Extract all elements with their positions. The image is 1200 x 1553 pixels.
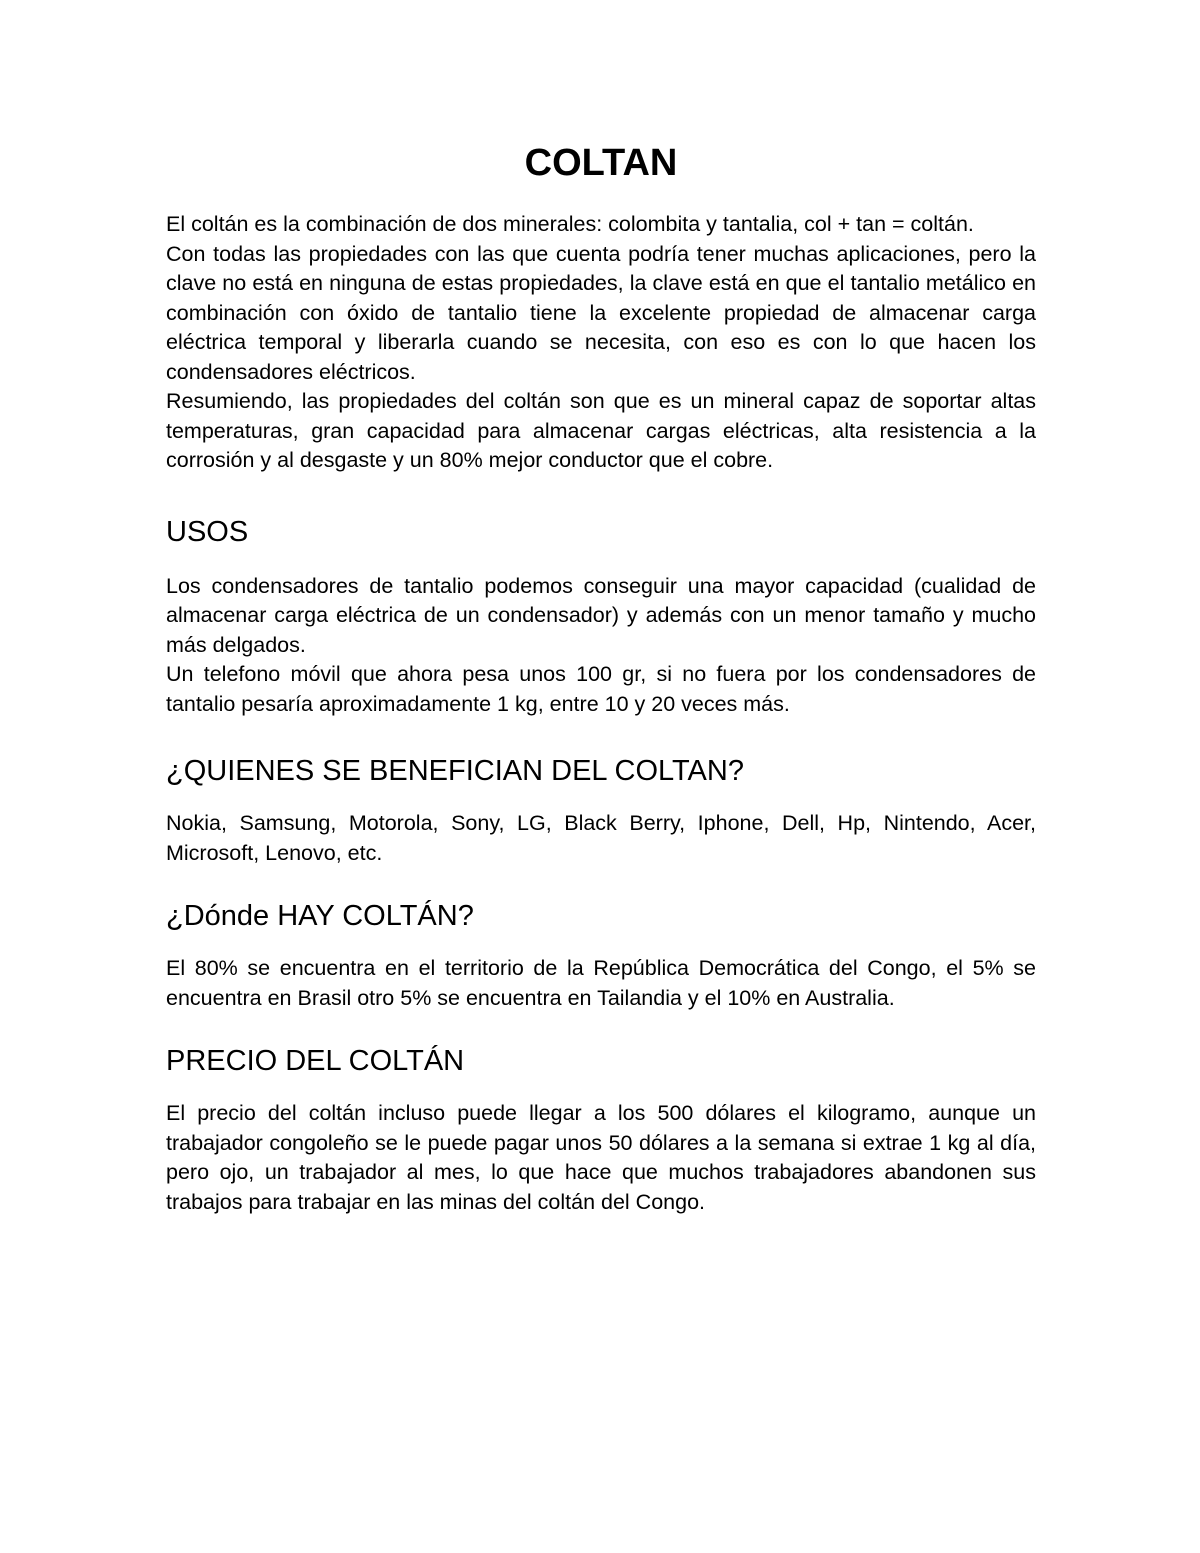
donde-heading: ¿Dónde HAY COLTÁN? bbox=[166, 900, 474, 932]
intro-paragraph-3: Resumiendo, las propiedades del coltán son que es un mineral capaz de soportar altas temperaturas, gran capacidad para almacenar cargas eléctricas, alta resistencia a la corrosión y al desgaste y un 80% mejor conductor que el cobre. bbox=[166, 389, 1036, 472]
usos-paragraph-2: Un telefono móvil que ahora pesa unos 100 gr, si no fuera por los condensadores de tantalio pesaría aproximadamente 1 kg, entre 10 y 20 veces más. bbox=[166, 662, 1036, 716]
intro-paragraph-2: Con todas las propiedades con las que cuenta podría tener muchas aplicaciones, pero la clave no está en ninguna de estas propiedades, la clave está en que el tantalio metálico en combinación con óxido de tantalio tiene la excelente propiedad de almacenar carga eléctrica temporal y liberarla cuando se necesita, con eso es con lo que hacen los condensadores eléctricos. bbox=[166, 241, 1036, 384]
donde-paragraph: El 80% se encuentra en el territorio de la República Democrática del Congo, el 5% se encuentra en Brasil otro 5% se encuentra en Tailandia y el 10% en Australia. bbox=[166, 956, 1036, 1010]
intro-paragraph-1: El coltán es la combinación de dos minerales: colombita y tantalia, col + tan = coltán. bbox=[166, 212, 974, 236]
quienes-heading: ¿QUIENES SE BENEFICIAN DEL COLTAN? bbox=[166, 755, 744, 787]
precio-heading: PRECIO DEL COLTÁN bbox=[166, 1045, 465, 1077]
quienes-paragraph: Nokia, Samsung, Motorola, Sony, LG, Black Berry, Iphone, Dell, Hp, Nintendo, Acer, Microsoft, Lenovo, etc. bbox=[166, 811, 1036, 865]
precio-paragraph: El precio del coltán incluso puede llegar a los 500 dólares el kilogramo, aunque un trabajador congoleño se le puede pagar unos 50 dólares a la semana si extrae 1 kg al día, pero ojo, un trabajador al mes, lo que hace que muchos trabajadores abandonen sus trabajos para trabajar en las minas del coltán del Congo. bbox=[166, 1101, 1036, 1214]
usos-heading: USOS bbox=[166, 515, 249, 548]
document-title: COLTAN bbox=[524, 142, 678, 184]
usos-paragraph-1: Los condensadores de tantalio podemos conseguir una mayor capacidad (cualidad de almacenar carga eléctrica de un condensador) y además con un menor tamaño y mucho más delgados. bbox=[166, 573, 1036, 657]
document-page bbox=[166, 140, 1036, 1217]
